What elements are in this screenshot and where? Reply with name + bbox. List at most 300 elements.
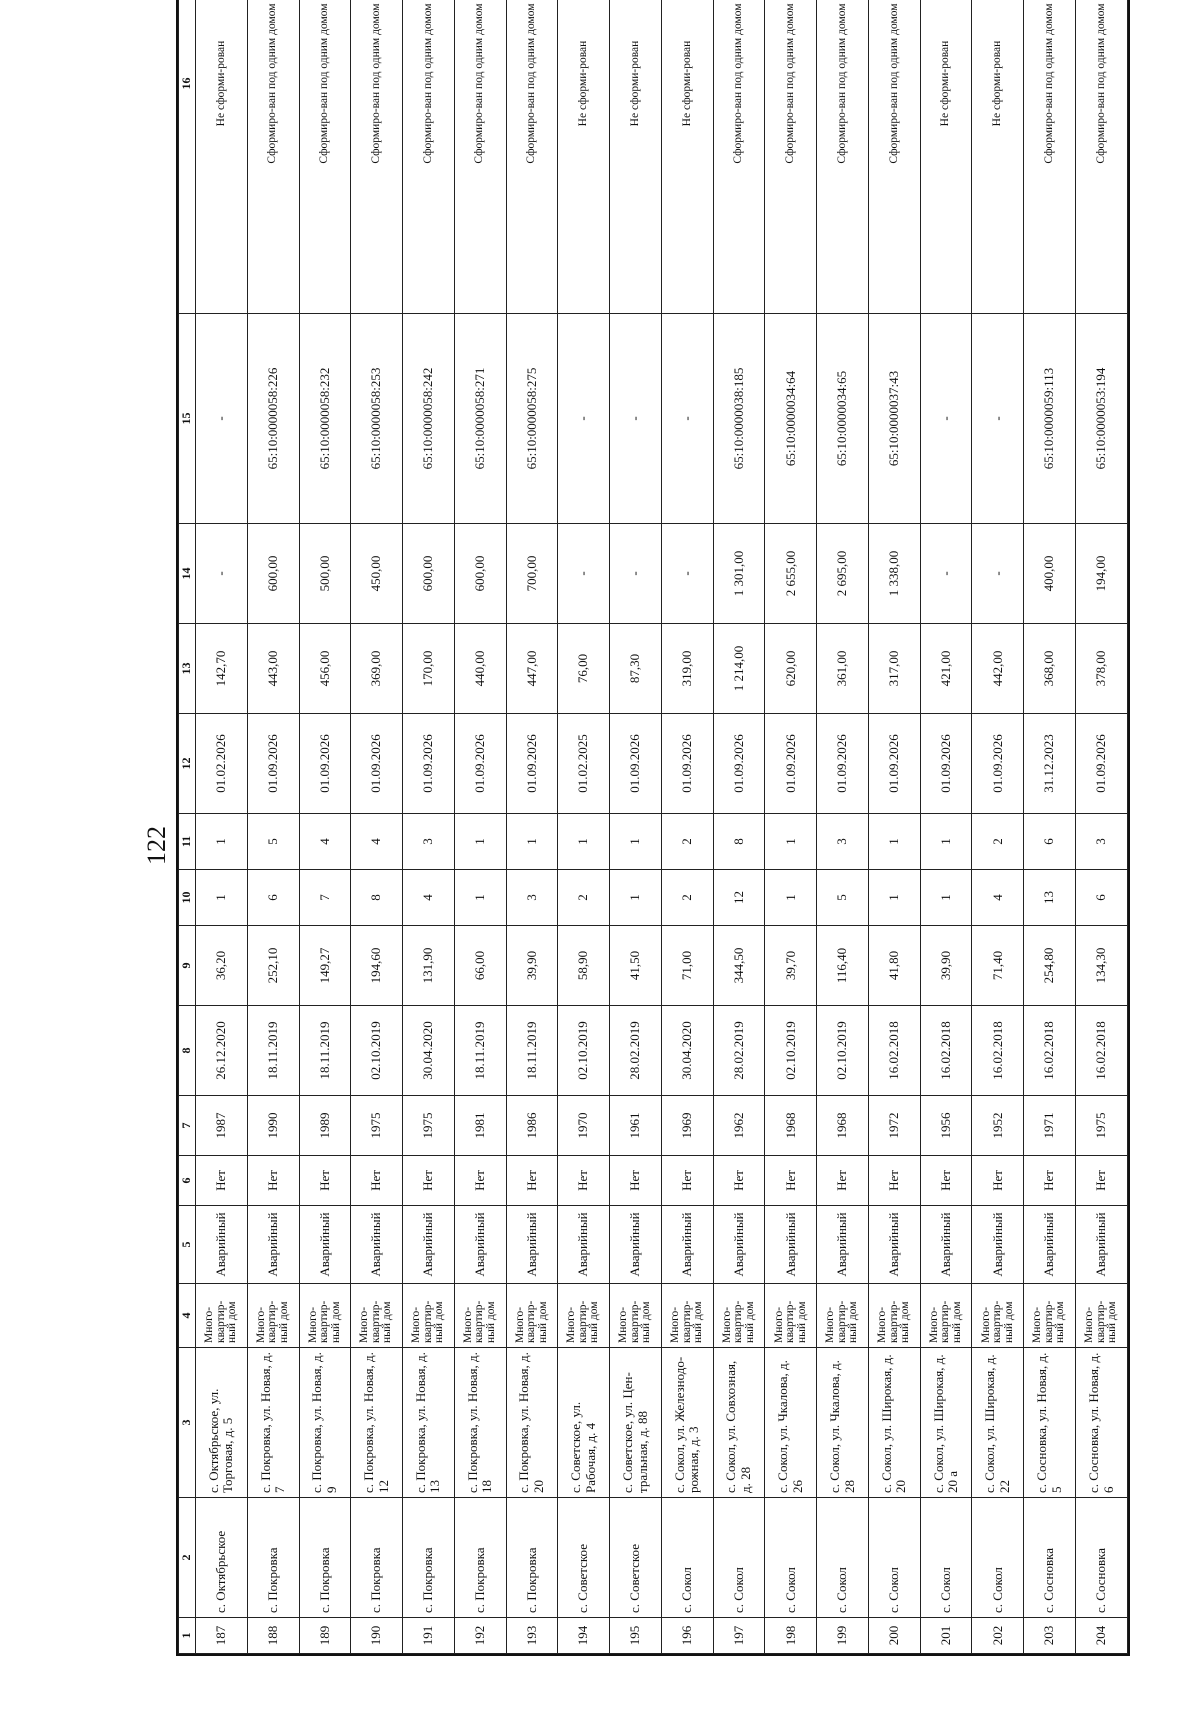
- address-cell: с. Покровка, ул. Новая, д. 20: [506, 1348, 558, 1498]
- row-number-cell: 192: [454, 1618, 506, 1654]
- reconstruction-cell: Нет: [817, 1156, 869, 1206]
- condition-status-cell: Аварийный: [610, 1206, 662, 1284]
- recognition-date-cell: 02.10.2019: [817, 1006, 869, 1096]
- condition-status-cell: Аварийный: [817, 1206, 869, 1284]
- flats-cell: 1: [765, 814, 817, 870]
- cadastral-number-cell: 65:10:0000059:113: [1024, 314, 1076, 524]
- build-year-cell: 1975: [403, 1096, 455, 1156]
- reconstruction-cell: Нет: [403, 1156, 455, 1206]
- address-cell: с. Сокол, ул. Чкалова, д. 28: [817, 1348, 869, 1498]
- locality-cell: с. Покровка: [403, 1498, 455, 1618]
- column-header: 6: [179, 1156, 196, 1206]
- cadastral-number-cell: 65:10:0000058:242: [403, 314, 455, 524]
- area-cell: 66,00: [454, 926, 506, 1006]
- land-status-cell: Сформиро-ван под одним домом: [765, 0, 817, 314]
- land-area-cell: 450,00: [351, 524, 403, 624]
- land-area-cell: -: [972, 524, 1024, 624]
- build-year-cell: 1956: [920, 1096, 972, 1156]
- column-header: 15: [179, 314, 196, 524]
- condition-status-cell: Аварийный: [661, 1206, 713, 1284]
- land-status-cell: Сформиро-ван под одним домом: [351, 0, 403, 314]
- address-cell: с. Сосновка, ул. Новая, д. 5: [1024, 1348, 1076, 1498]
- building-type-cell: Много-квартир-ный дом: [817, 1284, 869, 1348]
- total-area-cell: 76,00: [558, 624, 610, 714]
- condition-status-cell: Аварийный: [403, 1206, 455, 1284]
- residents-cell: 7: [299, 870, 351, 926]
- residents-cell: 4: [972, 870, 1024, 926]
- row-number-cell: 191: [403, 1618, 455, 1654]
- total-area-cell: 440,00: [454, 624, 506, 714]
- build-year-cell: 1987: [196, 1096, 248, 1156]
- row-number-cell: 203: [1024, 1618, 1076, 1654]
- cadastral-number-cell: -: [661, 314, 713, 524]
- table-row: [713, 0, 765, 1654]
- column-number-row: [179, 0, 196, 1654]
- building-type-cell: Много-квартир-ный дом: [1024, 1284, 1076, 1348]
- total-area-cell: 443,00: [247, 624, 299, 714]
- area-cell: 58,90: [558, 926, 610, 1006]
- building-type-cell: Много-квартир-ный дом: [196, 1284, 248, 1348]
- total-area-cell: 369,00: [351, 624, 403, 714]
- build-year-cell: 1962: [713, 1096, 765, 1156]
- build-year-cell: 1972: [868, 1096, 920, 1156]
- table-row: [920, 0, 972, 1654]
- address-cell: с. Октябрьское, ул. Торговая, д. 5: [196, 1348, 248, 1498]
- recognition-date-cell: 16.02.2018: [868, 1006, 920, 1096]
- condition-status-cell: Аварийный: [506, 1206, 558, 1284]
- cadastral-number-cell: -: [610, 314, 662, 524]
- area-cell: 71,00: [661, 926, 713, 1006]
- land-status-cell: Не сформи-рован: [196, 0, 248, 314]
- land-status-cell: Сформиро-ван под одним домом: [1024, 0, 1076, 314]
- building-type-cell: Много-квартир-ный дом: [610, 1284, 662, 1348]
- table-row: [351, 0, 403, 1654]
- relocation-date-cell: 01.09.2026: [299, 714, 351, 814]
- area-cell: 252,10: [247, 926, 299, 1006]
- recognition-date-cell: 26.12.2020: [196, 1006, 248, 1096]
- residents-cell: 6: [247, 870, 299, 926]
- residents-cell: 4: [403, 870, 455, 926]
- column-header: 11: [179, 814, 196, 870]
- residents-cell: 5: [817, 870, 869, 926]
- reconstruction-cell: Нет: [610, 1156, 662, 1206]
- reconstruction-cell: Нет: [920, 1156, 972, 1206]
- table-row: [506, 0, 558, 1654]
- row-number-cell: 201: [920, 1618, 972, 1654]
- total-area-cell: 361,00: [817, 624, 869, 714]
- column-header: 7: [179, 1096, 196, 1156]
- column-header: 10: [179, 870, 196, 926]
- area-cell: 131,90: [403, 926, 455, 1006]
- area-cell: 194,60: [351, 926, 403, 1006]
- address-cell: с. Сокол, ул. Широкая, д. 22: [972, 1348, 1024, 1498]
- building-type-cell: Много-квартир-ный дом: [972, 1284, 1024, 1348]
- flats-cell: 1: [920, 814, 972, 870]
- land-area-cell: 600,00: [247, 524, 299, 624]
- locality-cell: с. Покровка: [506, 1498, 558, 1618]
- land-area-cell: -: [196, 524, 248, 624]
- build-year-cell: 1986: [506, 1096, 558, 1156]
- reconstruction-cell: Нет: [765, 1156, 817, 1206]
- build-year-cell: 1990: [247, 1096, 299, 1156]
- address-cell: с. Сокол, ул. Чкалова, д. 26: [765, 1348, 817, 1498]
- column-header: 3: [179, 1348, 196, 1498]
- recognition-date-cell: 16.02.2018: [920, 1006, 972, 1096]
- total-area-cell: 319,00: [661, 624, 713, 714]
- building-type-cell: Много-квартир-ный дом: [868, 1284, 920, 1348]
- housing-register-table: [178, 0, 1128, 1654]
- address-cell: с. Покровка, ул. Новая, д. 9: [299, 1348, 351, 1498]
- cadastral-number-cell: 65:10:0000034:64: [765, 314, 817, 524]
- condition-status-cell: Аварийный: [920, 1206, 972, 1284]
- residents-cell: 1: [610, 870, 662, 926]
- build-year-cell: 1968: [817, 1096, 869, 1156]
- residents-cell: 12: [713, 870, 765, 926]
- column-header: 9: [179, 926, 196, 1006]
- row-number-cell: 204: [1076, 1618, 1128, 1654]
- area-cell: 41,80: [868, 926, 920, 1006]
- building-type-cell: Много-квартир-ный дом: [765, 1284, 817, 1348]
- address-cell: с. Покровка, ул. Новая, д. 7: [247, 1348, 299, 1498]
- build-year-cell: 1989: [299, 1096, 351, 1156]
- condition-status-cell: Аварийный: [196, 1206, 248, 1284]
- table-row: [661, 0, 713, 1654]
- land-status-cell: Сформиро-ван под одним домом: [713, 0, 765, 314]
- land-status-cell: Сформиро-ван под одним домом: [299, 0, 351, 314]
- recognition-date-cell: 16.02.2018: [1024, 1006, 1076, 1096]
- table-row: [817, 0, 869, 1654]
- column-header: 2: [179, 1498, 196, 1618]
- recognition-date-cell: 16.02.2018: [1076, 1006, 1128, 1096]
- total-area-cell: 620,00: [765, 624, 817, 714]
- cadastral-number-cell: -: [972, 314, 1024, 524]
- building-type-cell: Много-квартир-ный дом: [299, 1284, 351, 1348]
- condition-status-cell: Аварийный: [351, 1206, 403, 1284]
- relocation-date-cell: 01.09.2026: [454, 714, 506, 814]
- land-status-cell: Не сформи-рован: [920, 0, 972, 314]
- cadastral-number-cell: 65:10:0000038:185: [713, 314, 765, 524]
- flats-cell: 1: [506, 814, 558, 870]
- land-status-cell: Не сформи-рован: [972, 0, 1024, 314]
- table-row: [403, 0, 455, 1654]
- row-number-cell: 200: [868, 1618, 920, 1654]
- row-number-cell: 194: [558, 1618, 610, 1654]
- recognition-date-cell: 28.02.2019: [610, 1006, 662, 1096]
- locality-cell: с. Октябрьское: [196, 1498, 248, 1618]
- area-cell: 36,20: [196, 926, 248, 1006]
- land-area-cell: 1 338,00: [868, 524, 920, 624]
- area-cell: 116,40: [817, 926, 869, 1006]
- land-status-cell: Сформиро-ван под одним домом: [403, 0, 455, 314]
- recognition-date-cell: 18.11.2019: [454, 1006, 506, 1096]
- building-type-cell: Много-квартир-ный дом: [558, 1284, 610, 1348]
- address-cell: с. Покровка, ул. Новая, д. 13: [403, 1348, 455, 1498]
- row-number-cell: 190: [351, 1618, 403, 1654]
- condition-status-cell: Аварийный: [765, 1206, 817, 1284]
- recognition-date-cell: 18.11.2019: [506, 1006, 558, 1096]
- relocation-date-cell: 01.09.2026: [247, 714, 299, 814]
- recognition-date-cell: 18.11.2019: [299, 1006, 351, 1096]
- flats-cell: 1: [868, 814, 920, 870]
- area-cell: 39,70: [765, 926, 817, 1006]
- reconstruction-cell: Нет: [868, 1156, 920, 1206]
- flats-cell: 3: [1076, 814, 1128, 870]
- build-year-cell: 1968: [765, 1096, 817, 1156]
- reconstruction-cell: Нет: [506, 1156, 558, 1206]
- address-cell: с. Сокол, ул. Железнодо-рожная, д. 3: [661, 1348, 713, 1498]
- building-type-cell: Много-квартир-ный дом: [454, 1284, 506, 1348]
- page-number: 122: [142, 826, 171, 865]
- relocation-date-cell: 31.12.2023: [1024, 714, 1076, 814]
- address-cell: с. Покровка, ул. Новая, д. 18: [454, 1348, 506, 1498]
- land-status-cell: Сформиро-ван под одним домом: [454, 0, 506, 314]
- cadastral-number-cell: 65:10:0000058:275: [506, 314, 558, 524]
- relocation-date-cell: 01.09.2026: [920, 714, 972, 814]
- flats-cell: 8: [713, 814, 765, 870]
- locality-cell: с. Сокол: [661, 1498, 713, 1618]
- reconstruction-cell: Нет: [713, 1156, 765, 1206]
- locality-cell: с. Покровка: [351, 1498, 403, 1618]
- column-header: 13: [179, 624, 196, 714]
- residents-cell: 2: [558, 870, 610, 926]
- recognition-date-cell: 28.02.2019: [713, 1006, 765, 1096]
- land-area-cell: -: [610, 524, 662, 624]
- table-row: [610, 0, 662, 1654]
- building-type-cell: Много-квартир-ный дом: [920, 1284, 972, 1348]
- locality-cell: с. Сокол: [817, 1498, 869, 1618]
- build-year-cell: 1969: [661, 1096, 713, 1156]
- reconstruction-cell: Нет: [196, 1156, 248, 1206]
- land-area-cell: 400,00: [1024, 524, 1076, 624]
- cadastral-number-cell: 65:10:0000058:226: [247, 314, 299, 524]
- column-header: 12: [179, 714, 196, 814]
- residents-cell: 1: [765, 870, 817, 926]
- condition-status-cell: Аварийный: [713, 1206, 765, 1284]
- condition-status-cell: Аварийный: [1024, 1206, 1076, 1284]
- relocation-date-cell: 01.09.2026: [1076, 714, 1128, 814]
- building-type-cell: Много-квартир-ный дом: [661, 1284, 713, 1348]
- land-area-cell: -: [920, 524, 972, 624]
- land-status-cell: Сформиро-ван под одним домом: [1076, 0, 1128, 314]
- condition-status-cell: Аварийный: [454, 1206, 506, 1284]
- cadastral-number-cell: 65:10:0000037:43: [868, 314, 920, 524]
- residents-cell: 6: [1076, 870, 1128, 926]
- locality-cell: с. Сокол: [972, 1498, 1024, 1618]
- locality-cell: с. Сокол: [920, 1498, 972, 1618]
- building-type-cell: Много-квартир-ный дом: [713, 1284, 765, 1348]
- cadastral-number-cell: 65:10:0000058:253: [351, 314, 403, 524]
- reconstruction-cell: Нет: [661, 1156, 713, 1206]
- residents-cell: 2: [661, 870, 713, 926]
- residents-cell: 1: [868, 870, 920, 926]
- table-row: [454, 0, 506, 1654]
- column-header: 4: [179, 1284, 196, 1348]
- cadastral-number-cell: 65:10:0000053:194: [1076, 314, 1128, 524]
- recognition-date-cell: 02.10.2019: [765, 1006, 817, 1096]
- flats-cell: 1: [610, 814, 662, 870]
- area-cell: 134,30: [1076, 926, 1128, 1006]
- condition-status-cell: Аварийный: [558, 1206, 610, 1284]
- flats-cell: 5: [247, 814, 299, 870]
- recognition-date-cell: 18.11.2019: [247, 1006, 299, 1096]
- build-year-cell: 1975: [1076, 1096, 1128, 1156]
- flats-cell: 1: [196, 814, 248, 870]
- land-area-cell: 2 695,00: [817, 524, 869, 624]
- reconstruction-cell: Нет: [1076, 1156, 1128, 1206]
- address-cell: с. Советское, ул. Рабочая, д. 4: [558, 1348, 610, 1498]
- total-area-cell: 1 214,00: [713, 624, 765, 714]
- table-row: [765, 0, 817, 1654]
- locality-cell: с. Сокол: [868, 1498, 920, 1618]
- land-area-cell: 700,00: [506, 524, 558, 624]
- build-year-cell: 1975: [351, 1096, 403, 1156]
- total-area-cell: 456,00: [299, 624, 351, 714]
- building-type-cell: Много-квартир-ный дом: [506, 1284, 558, 1348]
- locality-cell: с. Сокол: [765, 1498, 817, 1618]
- recognition-date-cell: 02.10.2019: [351, 1006, 403, 1096]
- reconstruction-cell: Нет: [558, 1156, 610, 1206]
- land-area-cell: 194,00: [1076, 524, 1128, 624]
- area-cell: 344,50: [713, 926, 765, 1006]
- land-area-cell: -: [558, 524, 610, 624]
- row-number-cell: 187: [196, 1618, 248, 1654]
- build-year-cell: 1961: [610, 1096, 662, 1156]
- land-area-cell: 1 301,00: [713, 524, 765, 624]
- area-cell: 149,27: [299, 926, 351, 1006]
- total-area-cell: 170,00: [403, 624, 455, 714]
- total-area-cell: 368,00: [1024, 624, 1076, 714]
- build-year-cell: 1952: [972, 1096, 1024, 1156]
- total-area-cell: 317,00: [868, 624, 920, 714]
- relocation-date-cell: 01.09.2026: [610, 714, 662, 814]
- recognition-date-cell: 30.04.2020: [661, 1006, 713, 1096]
- cadastral-number-cell: -: [920, 314, 972, 524]
- land-area-cell: 600,00: [403, 524, 455, 624]
- build-year-cell: 1981: [454, 1096, 506, 1156]
- locality-cell: с. Советское: [558, 1498, 610, 1618]
- land-area-cell: -: [661, 524, 713, 624]
- row-number-cell: 198: [765, 1618, 817, 1654]
- relocation-date-cell: 01.09.2026: [713, 714, 765, 814]
- recognition-date-cell: 30.04.2020: [403, 1006, 455, 1096]
- locality-cell: с. Покровка: [299, 1498, 351, 1618]
- row-number-cell: 196: [661, 1618, 713, 1654]
- total-area-cell: 447,00: [506, 624, 558, 714]
- relocation-date-cell: 01.09.2026: [661, 714, 713, 814]
- building-type-cell: Много-квартир-ный дом: [351, 1284, 403, 1348]
- land-area-cell: 2 655,00: [765, 524, 817, 624]
- locality-cell: с. Покровка: [454, 1498, 506, 1618]
- residents-cell: 1: [920, 870, 972, 926]
- column-header: 16: [179, 0, 196, 314]
- address-cell: с. Сокол, ул. Совхозная, д. 28: [713, 1348, 765, 1498]
- total-area-cell: 378,00: [1076, 624, 1128, 714]
- cadastral-number-cell: 65:10:0000034:65: [817, 314, 869, 524]
- relocation-date-cell: 01.09.2026: [868, 714, 920, 814]
- row-number-cell: 188: [247, 1618, 299, 1654]
- area-cell: 39,90: [920, 926, 972, 1006]
- land-status-cell: Сформиро-ван под одним домом: [817, 0, 869, 314]
- flats-cell: 4: [299, 814, 351, 870]
- condition-status-cell: Аварийный: [299, 1206, 351, 1284]
- condition-status-cell: Аварийный: [972, 1206, 1024, 1284]
- table-row: [558, 0, 610, 1654]
- building-type-cell: Много-квартир-ный дом: [1076, 1284, 1128, 1348]
- building-type-cell: Много-квартир-ный дом: [403, 1284, 455, 1348]
- land-area-cell: 500,00: [299, 524, 351, 624]
- land-status-cell: Не сформи-рован: [558, 0, 610, 314]
- flats-cell: 1: [454, 814, 506, 870]
- flats-cell: 2: [661, 814, 713, 870]
- build-year-cell: 1971: [1024, 1096, 1076, 1156]
- row-number-cell: 189: [299, 1618, 351, 1654]
- total-area-cell: 421,00: [920, 624, 972, 714]
- land-status-cell: Сформиро-ван под одним домом: [506, 0, 558, 314]
- cadastral-number-cell: -: [558, 314, 610, 524]
- relocation-date-cell: 01.02.2026: [196, 714, 248, 814]
- flats-cell: 6: [1024, 814, 1076, 870]
- relocation-date-cell: 01.02.2025: [558, 714, 610, 814]
- row-number-cell: 193: [506, 1618, 558, 1654]
- table-body: [196, 0, 1128, 1654]
- flats-cell: 2: [972, 814, 1024, 870]
- table-row: [196, 0, 248, 1654]
- rotated-sheet: [178, 3, 1128, 1654]
- relocation-date-cell: 01.09.2026: [403, 714, 455, 814]
- condition-status-cell: Аварийный: [1076, 1206, 1128, 1284]
- locality-cell: с. Сокол: [713, 1498, 765, 1618]
- building-type-cell: Много-квартир-ный дом: [247, 1284, 299, 1348]
- condition-status-cell: Аварийный: [868, 1206, 920, 1284]
- recognition-date-cell: 02.10.2019: [558, 1006, 610, 1096]
- area-cell: 41,50: [610, 926, 662, 1006]
- residents-cell: 3: [506, 870, 558, 926]
- table-row: [1024, 0, 1076, 1654]
- total-area-cell: 142,70: [196, 624, 248, 714]
- total-area-cell: 442,00: [972, 624, 1024, 714]
- address-cell: с. Сокол, ул. Широкая, д. 20: [868, 1348, 920, 1498]
- address-cell: с. Советское, ул. Цен-тральная, д. 88: [610, 1348, 662, 1498]
- address-cell: с. Покровка, ул. Новая, д. 12: [351, 1348, 403, 1498]
- reconstruction-cell: Нет: [351, 1156, 403, 1206]
- row-number-cell: 202: [972, 1618, 1024, 1654]
- table-row: [972, 0, 1024, 1654]
- land-status-cell: Не сформи-рован: [661, 0, 713, 314]
- build-year-cell: 1970: [558, 1096, 610, 1156]
- area-cell: 39,90: [506, 926, 558, 1006]
- land-status-cell: Не сформи-рован: [610, 0, 662, 314]
- land-area-cell: 600,00: [454, 524, 506, 624]
- row-number-cell: 197: [713, 1618, 765, 1654]
- column-header: 14: [179, 524, 196, 624]
- row-number-cell: 195: [610, 1618, 662, 1654]
- flats-cell: 3: [403, 814, 455, 870]
- cadastral-number-cell: -: [196, 314, 248, 524]
- area-cell: 254,80: [1024, 926, 1076, 1006]
- flats-cell: 1: [558, 814, 610, 870]
- cadastral-number-cell: 65:10:0000058:271: [454, 314, 506, 524]
- locality-cell: с. Сосновка: [1024, 1498, 1076, 1618]
- relocation-date-cell: 01.09.2026: [817, 714, 869, 814]
- land-status-cell: Сформиро-ван под одним домом: [247, 0, 299, 314]
- reconstruction-cell: Нет: [972, 1156, 1024, 1206]
- total-area-cell: 87,30: [610, 624, 662, 714]
- flats-cell: 4: [351, 814, 403, 870]
- relocation-date-cell: 01.09.2026: [972, 714, 1024, 814]
- area-cell: 71,40: [972, 926, 1024, 1006]
- table-row: [247, 0, 299, 1654]
- relocation-date-cell: 01.09.2026: [506, 714, 558, 814]
